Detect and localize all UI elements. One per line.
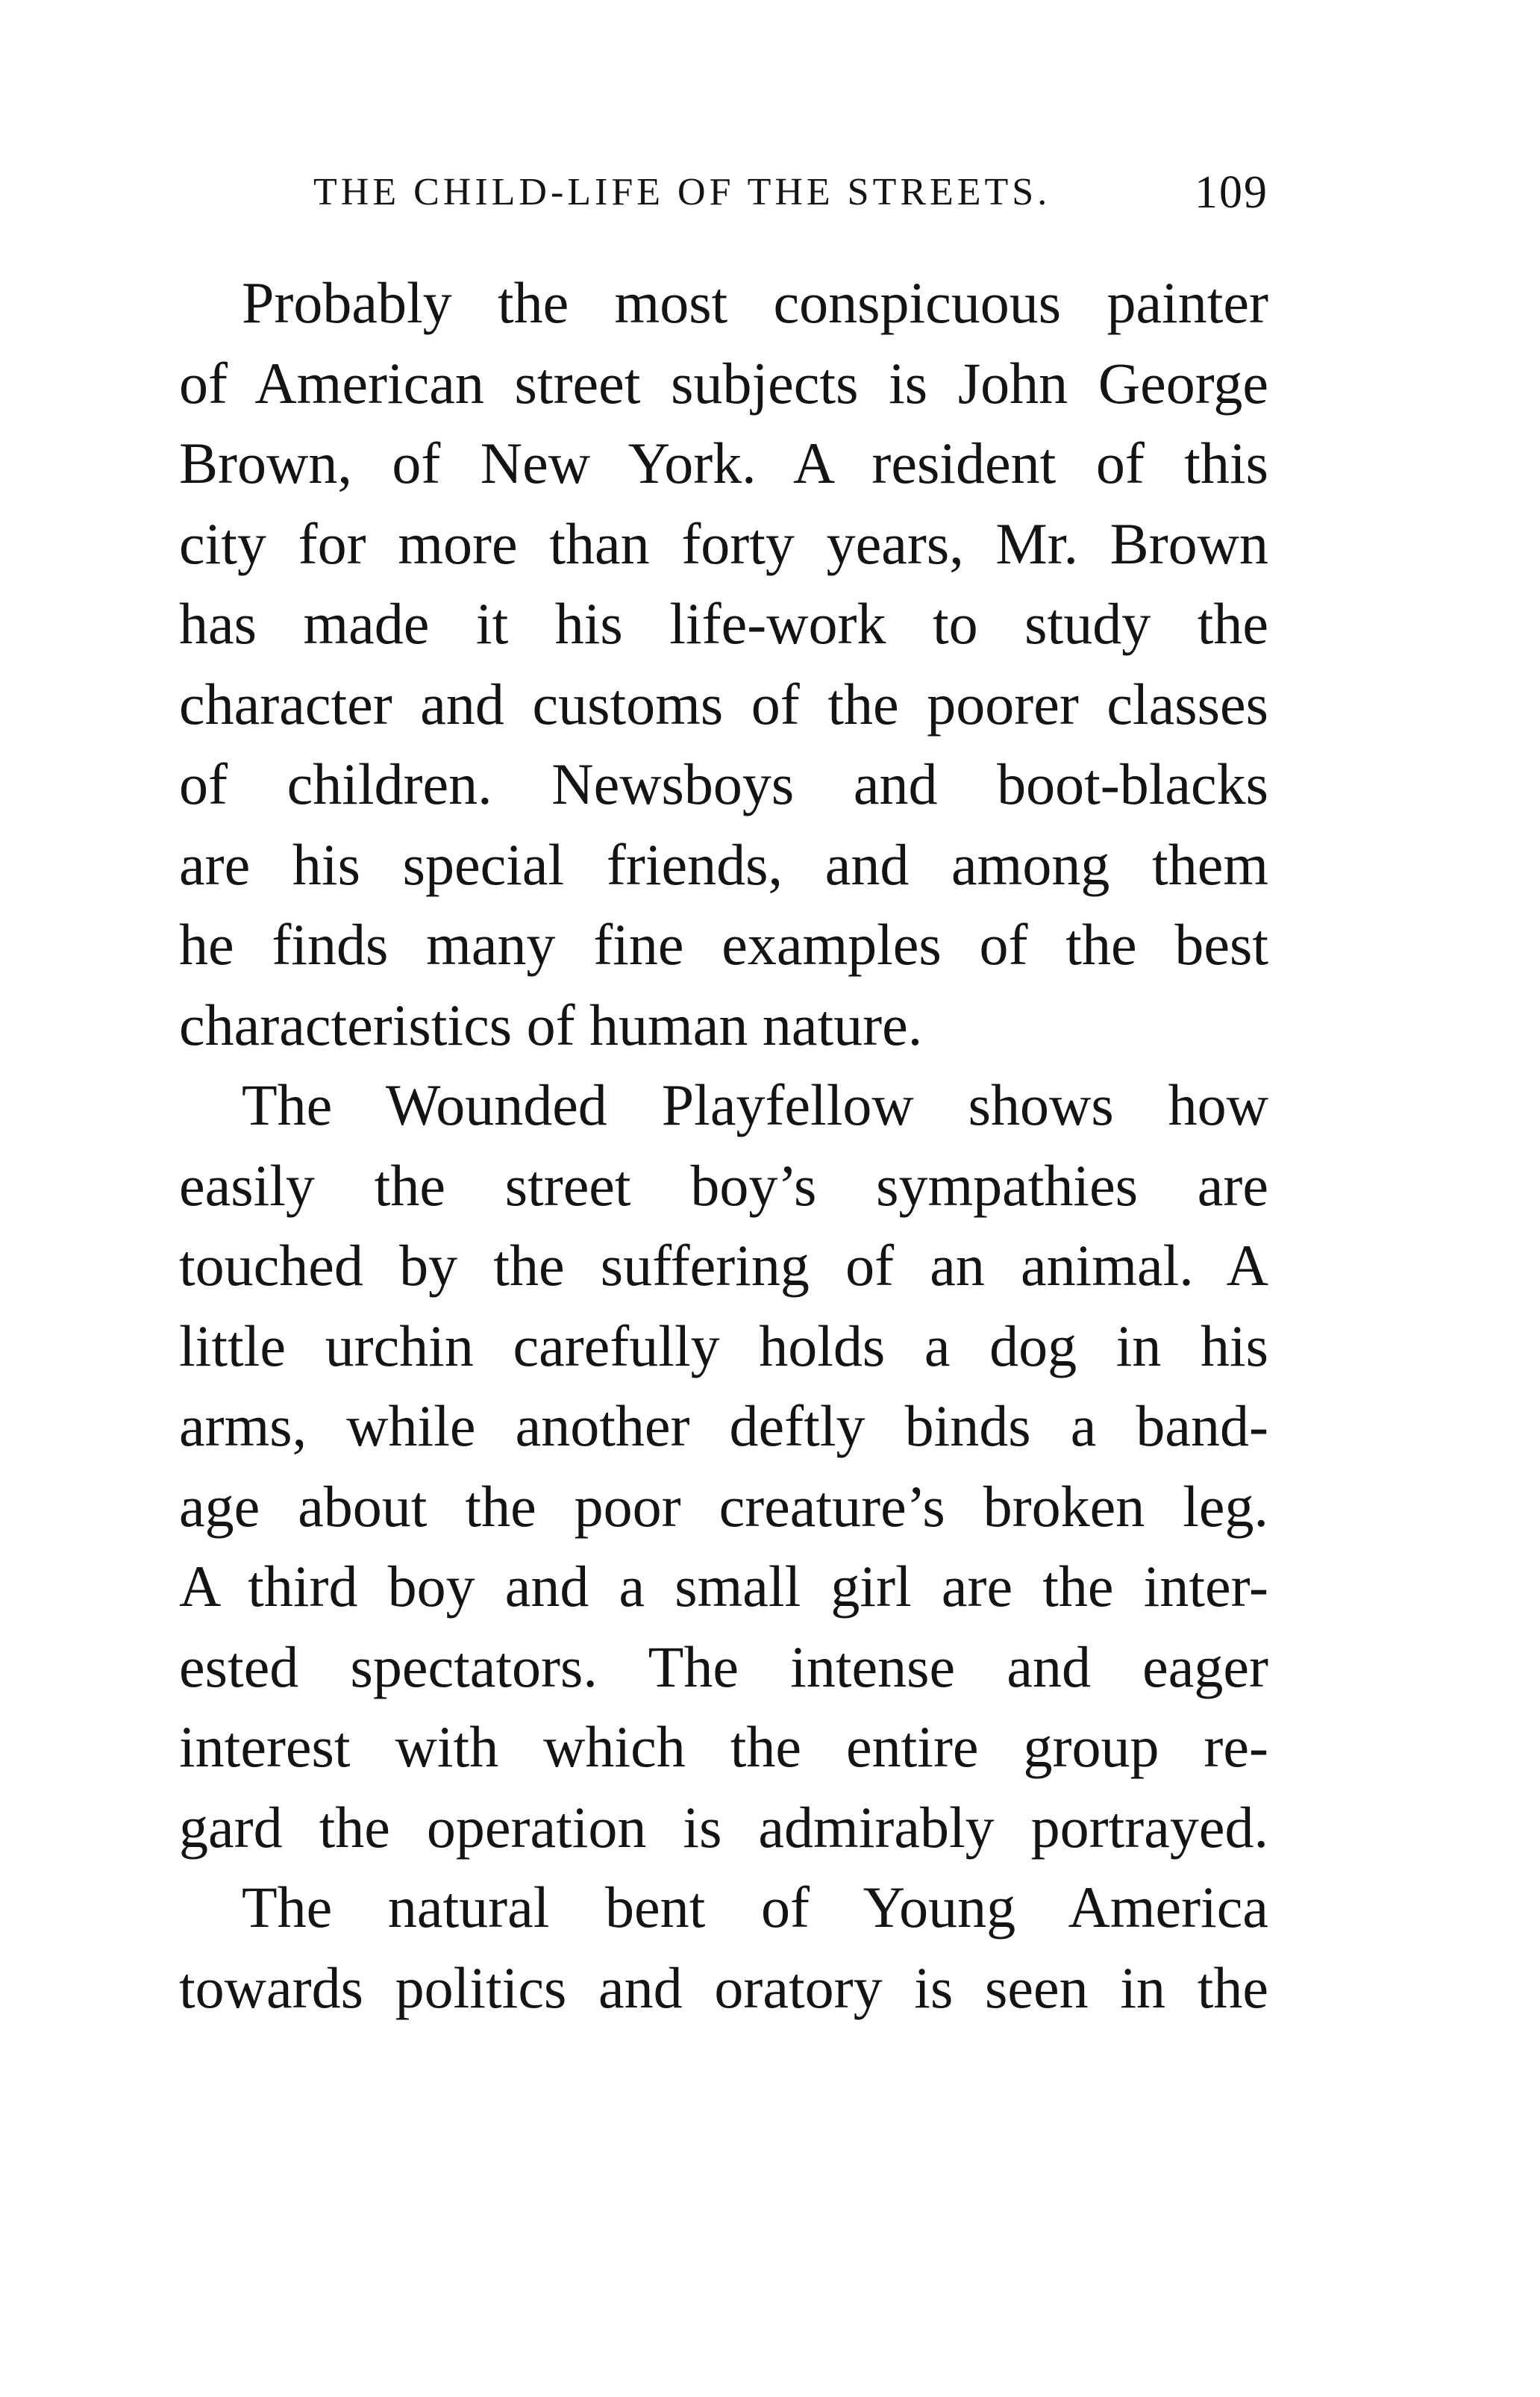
paragraph: [179, 263, 1268, 1065]
text-line: has made it his life-work to study the: [179, 591, 1268, 656]
text-line: Probably the most conspicuous painter: [242, 270, 1268, 335]
body-text: [179, 263, 1268, 2028]
text-line: easily the street boy’s sympathies are: [179, 1152, 1268, 1218]
text-line: The Wounded Playfellow shows how: [242, 1072, 1268, 1137]
text-line: touched by the suffering of an animal. A: [179, 1233, 1268, 1298]
text-line: of American street subjects is John George: [179, 350, 1268, 416]
text-line: towards politics and oratory is seen in the: [179, 1954, 1268, 2020]
text-line: city for more than forty years, Mr. Brown: [179, 510, 1268, 576]
text-line: characteristics of human nature.: [179, 992, 923, 1057]
running-head: [313, 163, 1268, 222]
text-line: interest with which the entire group re-: [179, 1714, 1268, 1779]
text-line: little urchin carefully holds a dog in his: [179, 1313, 1268, 1378]
text-line: character and customs of the poorer classes: [179, 671, 1268, 737]
text-line: Brown, of New York. A resident of this: [179, 431, 1268, 496]
running-title: THE CHILD-LIFE OF THE STREETS.: [313, 171, 1051, 213]
text-line: arms, while another deftly binds a band-: [179, 1393, 1268, 1458]
text-line: The natural bent of Young America: [242, 1875, 1268, 1940]
text-line: of children. Newsboys and boot-blacks: [179, 751, 1268, 816]
page-number: 109: [1195, 167, 1268, 218]
text-line: A third boy and a small girl are the inter-: [179, 1554, 1268, 1619]
text-line: ested spectators. The intense and eager: [179, 1634, 1268, 1699]
text-line: age about the poor creature’s broken leg.: [179, 1473, 1268, 1539]
text-line: are his special friends, and among them: [179, 831, 1268, 897]
paragraph: [179, 1065, 1268, 1867]
text-line: he finds many fine examples of the best: [179, 912, 1268, 977]
paragraph: [179, 1867, 1268, 2028]
text-line: gard the operation is admirably portrayed.: [179, 1794, 1268, 1860]
